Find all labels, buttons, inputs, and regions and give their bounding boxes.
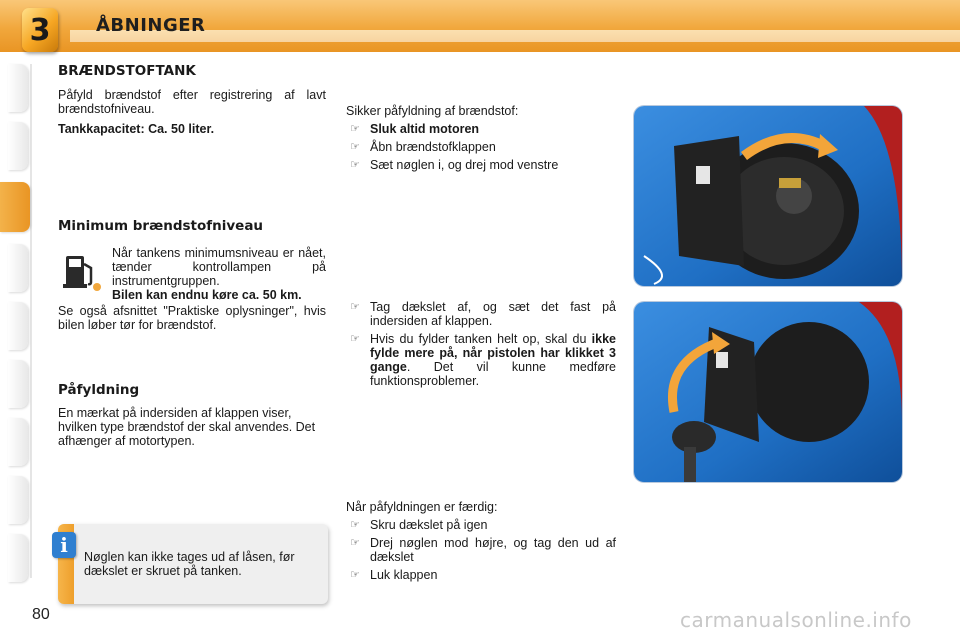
refuel-description: En mærkat på indersiden af klappen viser, hvilken type brændstof der skal anvendes. Det afhænger af motortypen. (58, 406, 316, 448)
info-icon: i (52, 532, 76, 558)
list-item (346, 332, 616, 388)
chapter-tab[interactable] (8, 476, 28, 524)
chapter-tab[interactable] (8, 244, 28, 292)
pointing-hand-icon: ☞ (350, 158, 360, 171)
chapter-tab-active[interactable] (0, 182, 30, 232)
list-item (346, 158, 616, 172)
chapter-tab[interactable] (8, 360, 28, 408)
fuel-flap-photo-open (634, 106, 902, 286)
section-heading-refuel: Påfyldning (58, 382, 140, 398)
see-also-note: Se også afsnittet "Praktiske oplysninger", hvis bilen løber tør for brændstof. (58, 304, 326, 332)
pointing-hand-icon: ☞ (350, 332, 360, 345)
range-remaining: Bilen kan endnu køre ca. 50 km. (112, 288, 302, 302)
step-bold-text: ikke fylde mere på, når pistolen har klikket 3 gange (370, 332, 616, 374)
chapter-title: ÅBNINGER (96, 15, 206, 36)
chapter-tab[interactable] (8, 534, 28, 582)
list-item (346, 122, 616, 136)
step-text: Skru dækslet på igen (370, 518, 488, 532)
chapter-tab[interactable] (8, 418, 28, 466)
pointing-hand-icon: ☞ (350, 122, 360, 135)
list-item (346, 140, 616, 154)
step-text: Drej nøglen mod højre, og tag den ud af dækslet (370, 536, 616, 564)
refuel-text (58, 406, 328, 454)
step-text: Hvis du fylder tanken helt op, skal du (370, 332, 592, 346)
step-text: Tag dækslet af, og sæt det fast på indersiden af klappen. (370, 300, 616, 328)
chapter-tab[interactable] (8, 302, 28, 350)
step-bold-text: Sluk altid motoren (370, 122, 480, 136)
tank-capacity: Tankkapacitet: Ca. 50 liter. (58, 122, 215, 136)
fuel-tank-description: Påfyld brændstof efter registrering af lavt brændstofniveau. (58, 88, 326, 116)
chapter-tab[interactable] (8, 64, 28, 112)
min-level-description: Når tankens minimumsniveau er nået, tænder kontrollampen på instrumentgruppen. (112, 246, 326, 288)
pointing-hand-icon: ☞ (350, 518, 360, 531)
page-number: 80 (32, 606, 50, 623)
pointing-hand-icon: ☞ (350, 568, 360, 581)
chapter-number-badge: 3 (22, 8, 58, 52)
pointing-hand-icon: ☞ (350, 140, 360, 153)
pointing-hand-icon: ☞ (350, 536, 360, 549)
safe-fill-intro: Sikker påfyldning af brændstof: (346, 104, 519, 118)
safe-fill-steps (346, 122, 616, 172)
cap-steps-block (346, 300, 616, 392)
fuel-tank-text (58, 88, 326, 142)
min-level-text (112, 246, 326, 290)
list-item (346, 300, 616, 328)
finish-steps (346, 518, 616, 582)
list-item (346, 536, 616, 564)
step-text: Sæt nøglen i, og drej mod venstre (370, 158, 559, 172)
step-text: Luk klappen (370, 568, 438, 582)
step-text: Åbn brændstofklappen (370, 140, 496, 154)
fuel-flap-illustration (634, 106, 902, 286)
chapter-tab[interactable] (8, 122, 28, 170)
step-text: . Det vil kunne medføre funktionsproblemer. (370, 360, 616, 388)
list-item (346, 518, 616, 532)
section-heading-fuel-tank: BRÆNDSTOFTANK (58, 63, 196, 79)
fuel-cap-illustration (634, 302, 902, 482)
left-rule (30, 64, 32, 578)
section-heading-min-level: Minimum brændstofniveau (58, 218, 264, 234)
finish-intro: Når påfyldningen er færdig: (346, 500, 498, 514)
fuel-cap-photo (634, 302, 902, 482)
list-item (346, 568, 616, 582)
pointing-hand-icon: ☞ (350, 300, 360, 313)
cap-steps (346, 300, 616, 388)
safe-fill-block (346, 104, 616, 176)
finish-block (346, 500, 616, 586)
min-level-more (58, 288, 326, 338)
watermark: carmanualsonline.info (680, 608, 912, 632)
info-text: Nøglen kan ikke tages ud af låsen, før dækslet er skruet på tanken. (84, 550, 295, 578)
